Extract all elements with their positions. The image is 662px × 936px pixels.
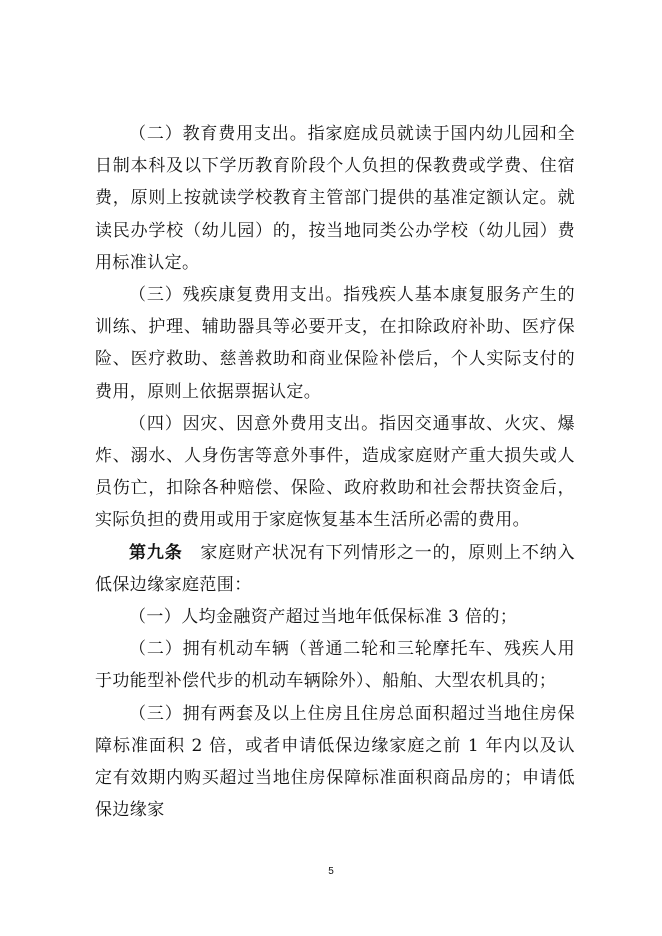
page-number: 5 (328, 866, 334, 877)
paragraph-article-nine (95, 537, 575, 601)
paragraph-text: （三）拥有两套及以上住房且住房总面积超过当地住房保障标准面积 2 倍，或者申请低保边缘家庭之前 1 年内以及认定有效期内购买超过当地住房保障标准面积商品房的；申请低保边缘家 (95, 703, 575, 821)
document-body (95, 118, 575, 826)
paragraph-text: （四）因灾、因意外费用支出。指因交通事故、火灾、爆炸、溺水、人身伤害等意外事件，造成家庭财产重大损失或人员伤亡，扣除各种赔偿、保险、政府救助和社会帮扶资金后，实际负担的费用或用于家庭恢复基本生活所必需的费用。 (95, 413, 575, 531)
paragraph-text: （二）拥有机动车辆（普通二轮和三轮摩托车、残疾人用于功能型补偿代步的机动车辆除外）、船舶、大型农机具的； (95, 639, 575, 692)
paragraph-disability-rehab-expense (95, 279, 575, 408)
paragraph-disaster-accident-expense (95, 408, 575, 537)
paragraph-text: （一）人均金融资产超过当地年低保标准 3 倍的； (129, 607, 518, 628)
paragraph-text: 家庭财产状况有下列情形之一的，原则上不纳入低保边缘家庭范围： (95, 542, 575, 595)
paragraph-text: （三）残疾康复费用支出。指残疾人基本康复服务产生的训练、护理、辅助器具等必要开支，在扣除政府补助、医疗保险、医疗救助、慈善救助和商业保险补偿后，个人实际支付的费用，原则上依据票据认定。 (95, 285, 575, 402)
paragraph-financial-assets (95, 601, 575, 633)
article-number: 第九条 (129, 542, 183, 563)
paragraph-housing (95, 698, 575, 827)
paragraph-education-expense (95, 118, 575, 279)
paragraph-vehicles (95, 633, 575, 697)
paragraph-text: （二）教育费用支出。指家庭成员就读于国内幼儿园和全日制本科及以下学历教育阶段个人负担的保教费或学费、住宿费，原则上按就读学校教育主管部门提供的基准定额认定。就读民办学校（幼儿园）的，按当地同类公办学校（幼儿园）费用标准认定。 (95, 124, 575, 273)
